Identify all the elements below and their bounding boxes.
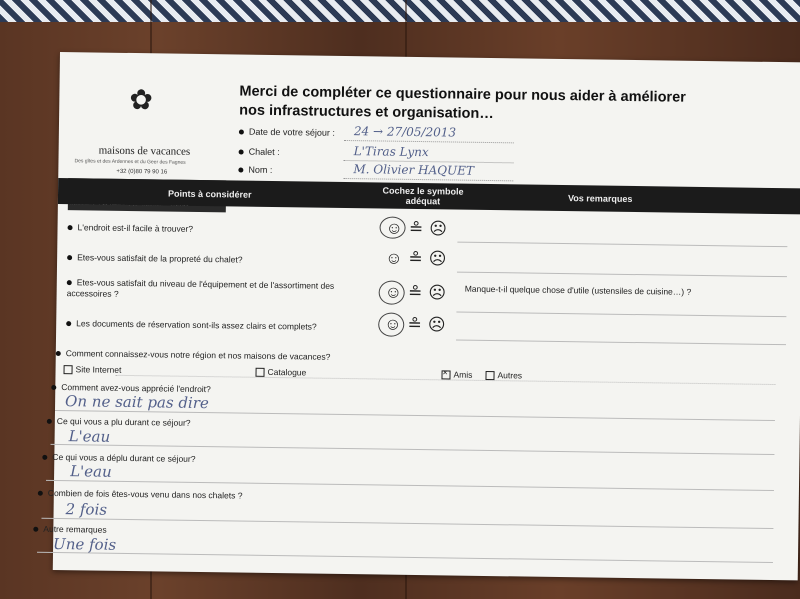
happy-face-icon: ☺ [385,218,410,238]
title-line-1: Merci de compléter ce questionnaire pour nous aider à améliorer [239,83,686,106]
checkbox-icon [63,365,72,374]
logo-phone: +32 (0)80 79 90 16 [116,168,168,176]
happy-face-icon: ☺ [385,248,409,268]
flower-logo-icon: ✿ [129,83,154,116]
open-question: Autre remarques [33,524,106,535]
remark-line [456,340,786,346]
open-question: Comment avez-vous apprécié l'endroit? [51,382,211,394]
sad-face-icon: ☹ [428,283,453,303]
remark-prompt: Manque-t-il quelque chose d'utile (ustensiles de cuisine…) ? [464,283,692,297]
remark-line [456,312,786,318]
happy-face-icon: ☺ [384,282,409,302]
source-question: Comment connaissez-vous notre région et nos maisons de vacances? [56,348,331,362]
company-logo [68,82,220,194]
form-title [239,83,779,129]
remark-line [457,272,787,278]
date-label: Date de votre séjour : [239,127,335,138]
header-symbol: Cochez le symbole adéquat [382,185,464,207]
sad-face-icon: ☹ [429,219,454,239]
open-answer[interactable]: 2 fois [65,500,108,519]
answer-line [41,518,773,529]
question-row: Etes-vous satisfait du niveau de l'équipement et de l'assortiment des accessoires ? [66,277,335,299]
open-question: Ce qui vous a plu durant ce séjour? [47,416,191,428]
sad-face-icon: ☹ [428,249,453,269]
neutral-face-icon: ≗ [407,282,429,303]
neutral-face-icon: ≗ [407,314,428,335]
open-answer[interactable]: L'eau [70,462,112,481]
logo-name: maisons de vacances [98,144,191,158]
header-points: Points à considérer [167,188,252,200]
name-label: Nom : [238,165,272,175]
questionnaire-sheet [43,52,800,580]
question-row: Les documents de réservation sont-ils assez clairs et complets? [66,318,317,331]
neutral-face-icon: ≗ [408,218,430,239]
checkbox-icon [255,368,264,377]
sad-face-icon: ☹ [427,315,452,335]
date-value[interactable]: 24 → 27/05/2013 [353,124,457,140]
neutral-face-icon: ≗ [408,248,429,269]
option-site-internet[interactable]: Site Internet [63,364,121,375]
title-line-2: nos infrastructures et organisation… [239,102,494,123]
selection-circle [379,216,405,238]
option-catalogue[interactable]: Catalogue [255,367,306,378]
chalet-label: Chalet : [239,147,280,158]
rating-faces[interactable] [385,249,453,270]
date-line [344,140,514,143]
checkbox-icon [485,371,494,380]
tablecloth [0,0,800,22]
question-row: L'endroit est-il facile à trouver? [67,222,193,234]
name-value[interactable]: M. Olivier HAQUET [353,162,475,178]
name-line [343,178,513,181]
happy-face-icon: ☺ [384,314,408,334]
logo-tagline: Des gîtes et des Ardennes et du Geer des Fagnes [74,158,186,166]
open-answer[interactable]: Une fois [53,534,117,554]
open-question: Ce qui vous a déplu durant ce séjour? [42,452,195,464]
open-answer[interactable]: L'eau [68,427,111,446]
remark-line [457,242,787,248]
chalet-value[interactable]: L'Tiras Lynx [353,144,429,160]
checked-checkbox-icon [441,371,450,380]
open-answer[interactable]: On ne sait pas dire [65,392,209,413]
answer-line [37,552,773,563]
question-row: Etes-vous satisfait de la propreté du chalet? [67,252,242,264]
open-question: Combien de fois êtes-vous venu dans nos chalets ? [38,488,243,501]
header-remarks: Vos remarques [567,193,633,205]
option-amis[interactable]: × Amis [441,369,472,380]
selection-circle [379,280,405,304]
option-autres[interactable]: Autres [485,370,522,381]
